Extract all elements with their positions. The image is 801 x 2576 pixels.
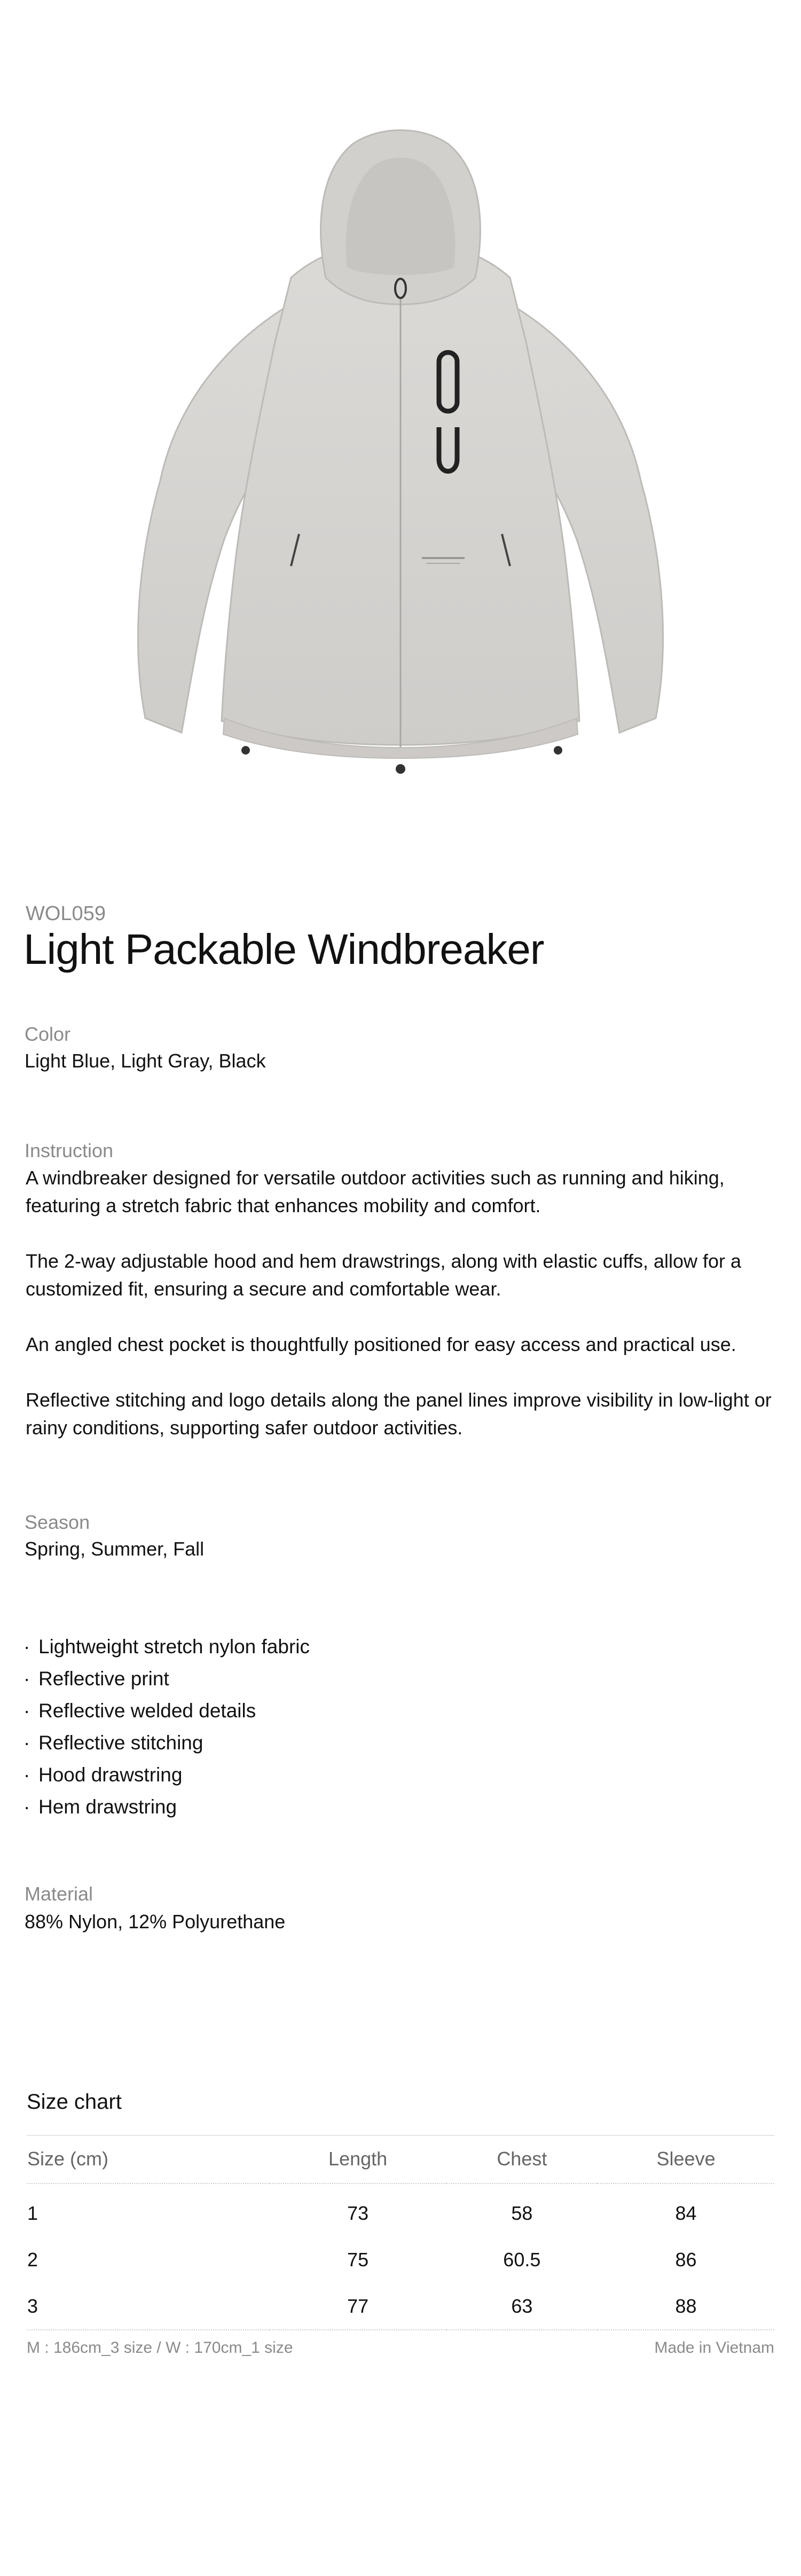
- table-cell: 86: [675, 2248, 697, 2271]
- instruction-paragraph-1: A windbreaker designed for versatile outdoor activities such as running and hiking, featuring a stretch fabric that enhances mobility and comfort.: [26, 1167, 725, 1216]
- table-row: [27, 2184, 774, 2236]
- table-cell: 63: [446, 2283, 598, 2330]
- table-cell: 84: [675, 2202, 697, 2224]
- instruction-label: Instruction: [25, 1140, 114, 1161]
- product-title: Light Packable Windbreaker: [23, 925, 544, 973]
- feature-item: · Hood drawstring: [23, 1759, 310, 1791]
- size-chart-title: Size chart: [27, 2090, 122, 2114]
- header-sleeve: Sleeve: [598, 2135, 774, 2184]
- product-sku: WOL059: [26, 902, 106, 925]
- instruction-paragraph-2: The 2-way adjustable hood and hem drawstrings, along with elastic cuffs, allow for a customized fit, ensuring a secure and comfortable wear.: [26, 1250, 742, 1300]
- table-cell: 2: [27, 2248, 38, 2271]
- table-cell: 58: [511, 2202, 533, 2224]
- table-row: [27, 2283, 774, 2330]
- table-cell: 77: [270, 2283, 446, 2330]
- header-length: Length: [270, 2135, 446, 2184]
- model-size-note: M : 186cm_3 size / W : 170cm_1 size: [27, 2339, 293, 2357]
- table-cell: 3: [27, 2283, 270, 2330]
- table-cell: 73: [347, 2202, 369, 2224]
- table-row: [27, 2236, 774, 2283]
- table-cell: 88: [598, 2283, 774, 2330]
- table-cell: 1: [27, 2202, 38, 2224]
- feature-item: · Lightweight stretch nylon fabric: [23, 1631, 310, 1663]
- origin-label: Made in Vietnam: [654, 2339, 774, 2357]
- season-value: Spring, Summer, Fall: [25, 1538, 205, 1560]
- season-label: Season: [25, 1511, 90, 1533]
- header-chest: Chest: [446, 2135, 598, 2184]
- table-cell: 60.5: [503, 2248, 541, 2271]
- instruction-paragraph-3: An angled chest pocket is thoughtfully positioned for easy access and practical use.: [26, 1333, 736, 1355]
- product-image: [0, 0, 801, 833]
- feature-item: · Reflective welded details: [23, 1695, 310, 1727]
- feature-item: · Reflective print: [23, 1663, 310, 1695]
- table-header-row: [27, 2135, 774, 2184]
- color-label: Color: [25, 1023, 71, 1045]
- table-cell: 75: [347, 2248, 369, 2271]
- feature-list: [23, 1631, 310, 1823]
- material-value: 88% Nylon, 12% Polyurethane: [25, 1911, 286, 1933]
- feature-item: · Hem drawstring: [23, 1791, 310, 1823]
- header-size: Size (cm): [27, 2135, 270, 2184]
- material-label: Material: [25, 1883, 93, 1905]
- feature-item: · Reflective stitching: [23, 1727, 310, 1759]
- size-chart-table: [27, 2135, 774, 2330]
- color-value: Light Blue, Light Gray, Black: [25, 1050, 266, 1072]
- instruction-paragraph-4: Reflective stitching and logo details along the panel lines improve visibility in low-light or rainy conditions, supporting safer outdoor activities.: [26, 1389, 772, 1439]
